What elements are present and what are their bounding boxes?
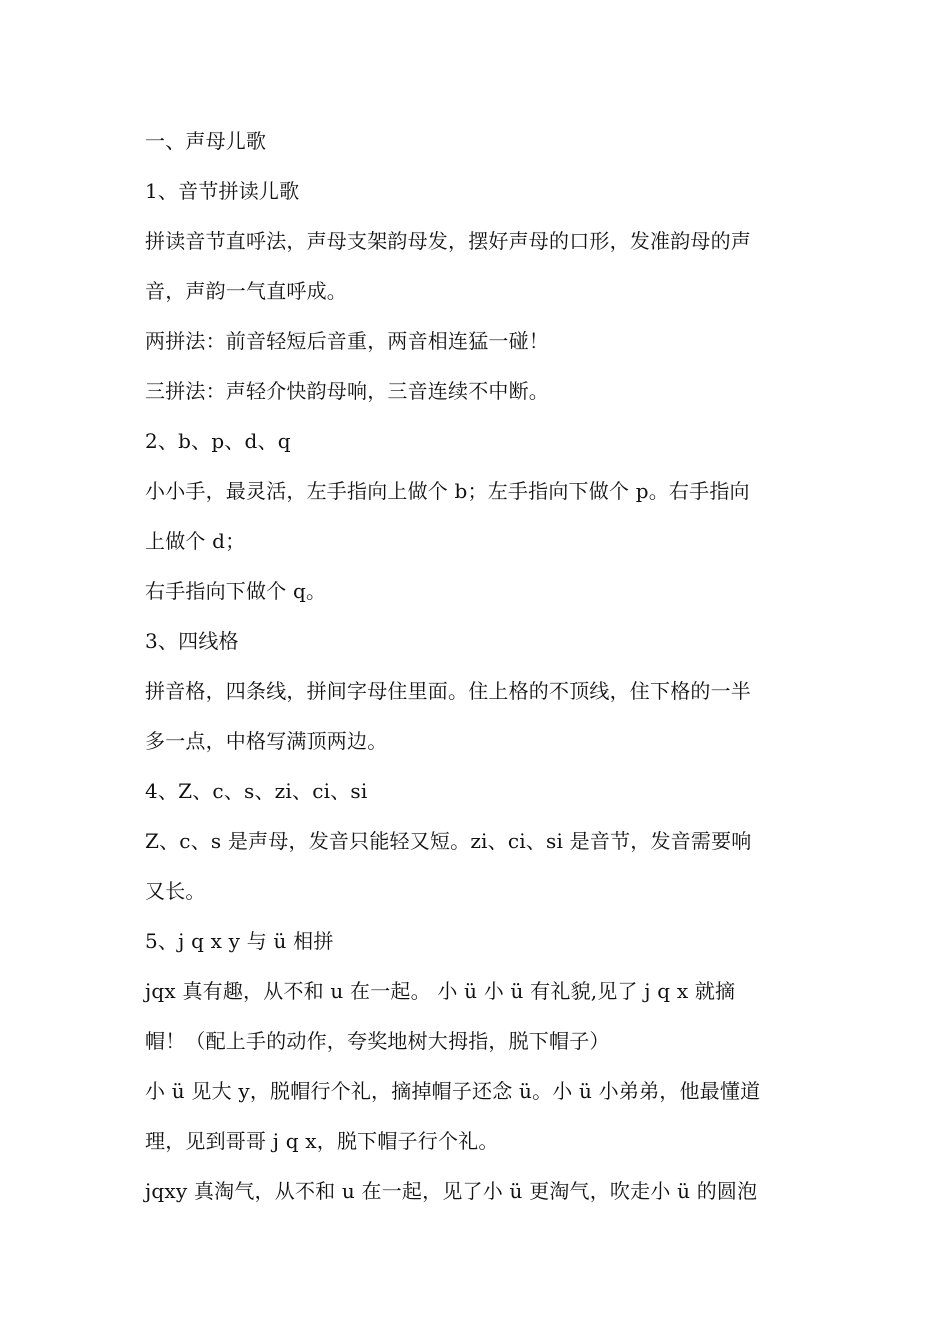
paragraph-line: 三拼法：声轻介快韵母响，三音连续不中断。 [145,379,549,403]
subheading-syllable-song: 1、音节拼读儿歌 [145,179,300,203]
paragraph-line: 上做个 d； [145,529,246,553]
document-body [145,116,810,1216]
subheading-jqxy: 5、j q x y 与 ü 相拼 [145,929,334,953]
paragraph-line: jqx 真有趣，从不和 u 在一起。 小 ü 小 ü 有礼貌,见了 j q x 就摘 [145,979,736,1003]
paragraph-line: 帽！（配上手的动作，夸奖地树大拇指，脱下帽子） [145,1029,610,1053]
paragraph-line: 多一点，中格写满顶两边。 [145,729,388,753]
paragraph-line: 拼读音节直呼法，声母支架韵母发，摆好声母的口形，发准韵母的声 [145,229,751,253]
subheading-zcs: 4、Z、c、s、zi、ci、si [145,779,368,803]
subheading-bpdq: 2、b、p、d、q [145,429,291,453]
paragraph-line: 两拼法：前音轻短后音重，两音相连猛一碰！ [145,329,549,353]
paragraph-line: 又长。 [145,879,206,903]
paragraph-line: 小小手，最灵活，左手指向上做个 b；左手指向下做个 p。右手指向 [145,479,750,503]
paragraph-line: 小 ü 见大 y，脱帽行个礼，摘掉帽子还念 ü。小 ü 小弟弟，他最懂道 [145,1079,761,1103]
paragraph-line: 右手指向下做个 q。 [145,579,327,603]
subheading-four-line-grid: 3、四线格 [145,629,239,653]
paragraph-line: jqxy 真淘气，从不和 u 在一起，见了小 ü 更淘气，吹走小 ü 的圆泡 [145,1179,758,1203]
paragraph-line: 拼音格，四条线，拼间字母住里面。住上格的不顶线，住下格的一半 [145,679,751,703]
section-heading: 一、声母儿歌 [145,129,267,153]
paragraph-line: 音，声韵一气直呼成。 [145,279,347,303]
paragraph-line: Z、c、s 是声母，发音只能轻又短。zi、ci、si 是音节，发音需要响 [145,829,752,853]
paragraph-line: 理，见到哥哥 j q x，脱下帽子行个礼。 [145,1129,499,1153]
